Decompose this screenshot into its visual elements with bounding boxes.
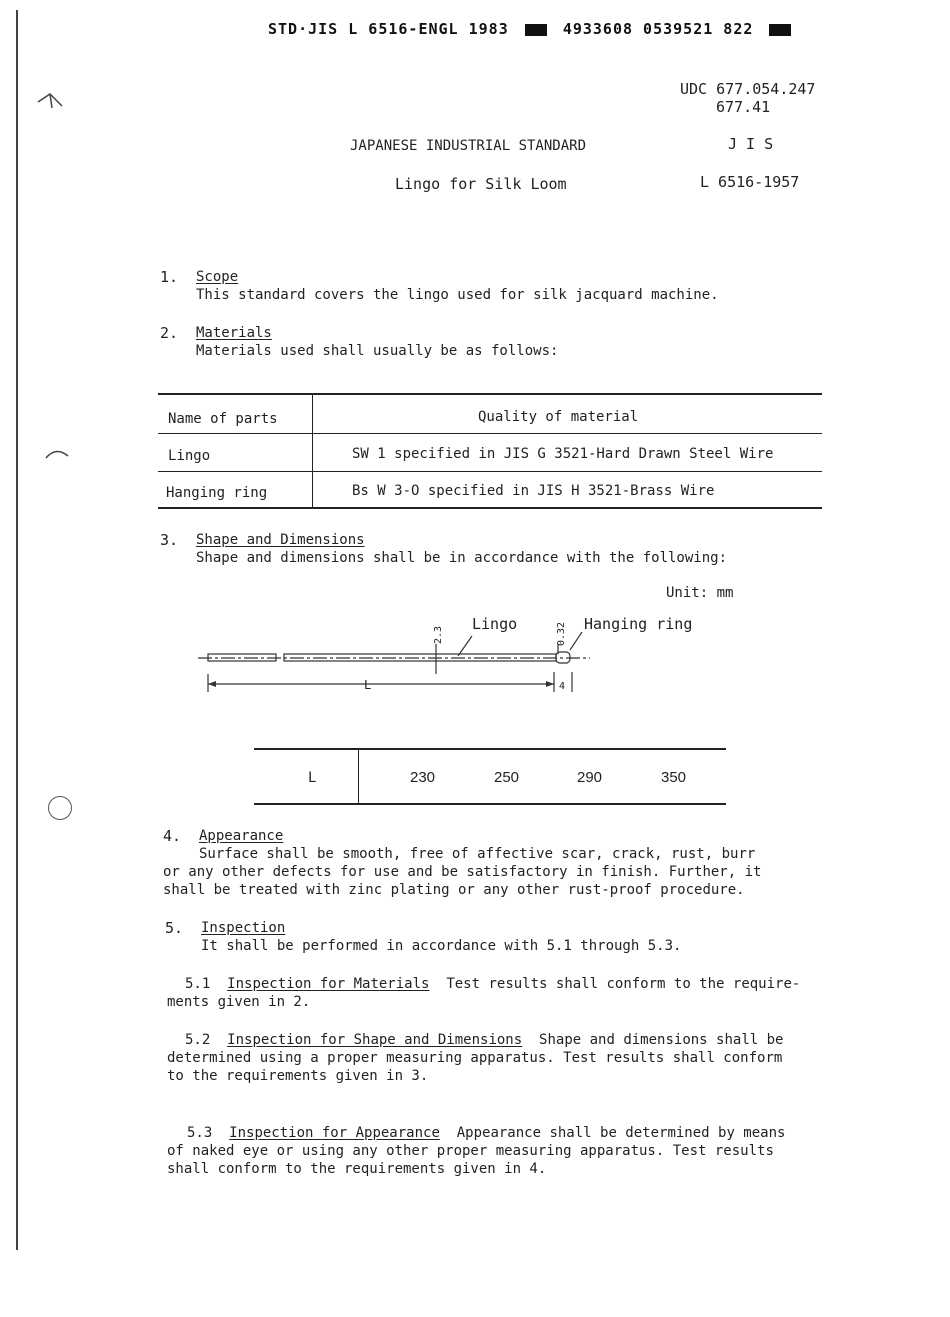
section-5-3 bbox=[187, 1124, 785, 1142]
scan-arc-icon bbox=[44, 446, 70, 460]
dim-L-text: L bbox=[364, 678, 372, 692]
lingo-leader bbox=[458, 636, 472, 656]
section-5-text: It shall be performed in accordance with 5.1 through 5.3. bbox=[201, 938, 682, 954]
udc-line-2: 677.41 bbox=[716, 98, 771, 116]
unit-label: Unit: mm bbox=[666, 585, 734, 601]
length-table-label: L bbox=[308, 770, 317, 786]
label-hanging-ring: Hanging ring bbox=[584, 615, 693, 633]
table-bottom-rule bbox=[158, 507, 822, 509]
wire-segment-left bbox=[208, 654, 276, 661]
udc-line-1: UDC 677.054.247 bbox=[680, 80, 816, 98]
label-lingo: Lingo bbox=[472, 615, 518, 633]
section-5-3-line-1: Appearance shall be determined by means bbox=[456, 1125, 786, 1141]
table-row-2-part: Hanging ring bbox=[166, 485, 268, 501]
section-2-text: Materials used shall usually be as follows: bbox=[196, 343, 559, 359]
section-5-2-number: 5.2 bbox=[185, 1032, 211, 1048]
section-3-text: Shape and dimensions shall be in accordance with the following: bbox=[196, 550, 728, 566]
section-5-2 bbox=[185, 1031, 783, 1049]
black-block-mark bbox=[525, 24, 547, 36]
section-4-line-1: Surface shall be smooth, free of affective scar, crack, rust, burr bbox=[199, 846, 756, 862]
table-row-1-part: Lingo bbox=[168, 448, 211, 464]
section-5-1-line-1: Test results shall conform to the require- bbox=[446, 976, 801, 992]
dim-4-text: 4 bbox=[559, 681, 566, 692]
standard-name: Lingo for Silk Loom bbox=[395, 175, 567, 193]
section-5-1-title: Inspection for Materials bbox=[227, 976, 430, 992]
section-5-number: 5. bbox=[165, 919, 184, 937]
standard-org: JAPANESE INDUSTRIAL STANDARD bbox=[350, 138, 587, 154]
document-code-line bbox=[268, 20, 797, 38]
length-value-4: 350 bbox=[661, 769, 687, 786]
dim-23-text: 2.3 bbox=[433, 625, 444, 644]
section-3-title: Shape and Dimensions bbox=[196, 532, 365, 548]
section-2-title: Materials bbox=[196, 325, 272, 341]
table-row-2-quality: Bs W 3-O specified in JIS H 3521-Brass Wire bbox=[352, 483, 715, 499]
section-2-number: 2. bbox=[160, 324, 179, 342]
hole-punch-icon bbox=[48, 796, 72, 820]
section-1-title: Scope bbox=[196, 269, 239, 285]
section-5-title: Inspection bbox=[201, 920, 286, 936]
table-top-rule bbox=[158, 393, 822, 395]
jis-label: J I S bbox=[728, 135, 774, 153]
section-5-3-line-2: of naked eye or using any other proper measuring apparatus. Test results bbox=[167, 1143, 774, 1159]
section-5-2-line-3: to the requirements given in 3. bbox=[167, 1068, 429, 1084]
lingo-drawing bbox=[190, 610, 610, 700]
standard-number: L 6516-1957 bbox=[700, 173, 800, 191]
barcode-number: 4933608 0539521 822 bbox=[562, 20, 754, 38]
table-header-quality: Quality of material bbox=[478, 409, 639, 425]
table-header-rule bbox=[158, 433, 822, 434]
table-header-parts: Name of parts bbox=[168, 411, 278, 427]
length-value-1: 230 bbox=[410, 769, 436, 786]
length-table-bottom-rule bbox=[254, 803, 726, 805]
length-table-top-rule bbox=[254, 748, 726, 750]
black-block-mark-2 bbox=[769, 24, 791, 36]
length-value-3: 290 bbox=[577, 769, 603, 786]
section-4-number: 4. bbox=[163, 827, 182, 845]
section-5-3-title: Inspection for Appearance bbox=[229, 1125, 440, 1141]
scan-mark-icon bbox=[34, 88, 74, 118]
section-5-2-title: Inspection for Shape and Dimensions bbox=[227, 1032, 523, 1048]
section-5-3-number: 5.3 bbox=[187, 1125, 213, 1141]
section-4-title: Appearance bbox=[199, 828, 284, 844]
table-column-divider bbox=[312, 395, 313, 507]
section-5-2-line-2: determined using a proper measuring apparatus. Test results shall conform bbox=[167, 1050, 783, 1066]
length-table-divider bbox=[358, 750, 359, 804]
section-5-1-number: 5.1 bbox=[185, 976, 211, 992]
left-scan-edge bbox=[16, 10, 18, 1250]
section-5-2-line-1: Shape and dimensions shall be bbox=[539, 1032, 784, 1048]
length-value-2: 250 bbox=[494, 769, 520, 786]
section-3-number: 3. bbox=[160, 531, 179, 549]
dim-032-text: 0.32 bbox=[556, 621, 567, 646]
table-row-1-quality: SW 1 specified in JIS G 3521-Hard Drawn Steel Wire bbox=[352, 446, 774, 462]
section-5-1 bbox=[185, 975, 800, 993]
ring-leader bbox=[570, 632, 582, 650]
section-4-line-2: or any other defects for use and be satisfactory in finish. Further, it bbox=[163, 864, 762, 880]
section-1-text: This standard covers the lingo used for silk jacquard machine. bbox=[196, 287, 719, 303]
section-5-3-line-3: shall conform to the requirements given in 4. bbox=[167, 1161, 547, 1177]
std-code: STD·JIS L 6516-ENGL 1983 bbox=[268, 20, 509, 38]
section-1-number: 1. bbox=[160, 268, 179, 286]
table-row-rule bbox=[158, 471, 822, 472]
section-4-line-3: shall be treated with zinc plating or any other rust-proof procedure. bbox=[163, 882, 745, 898]
section-5-1-line-2: ments given in 2. bbox=[167, 994, 311, 1010]
